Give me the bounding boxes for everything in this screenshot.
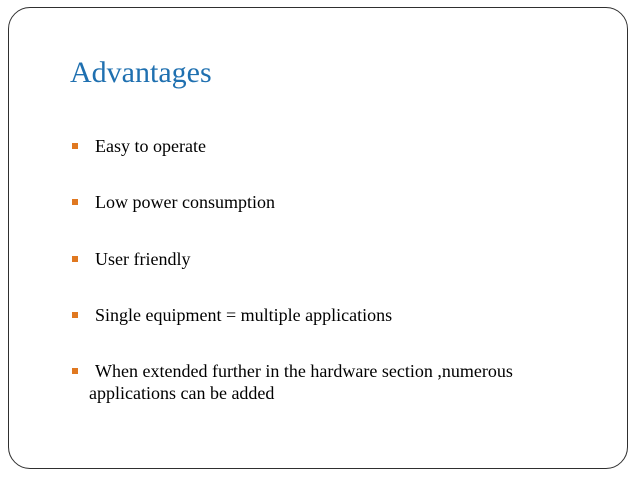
slide-title: Advantages	[70, 56, 212, 89]
bullet-item	[72, 360, 592, 404]
bullet-item	[72, 135, 612, 157]
bullet-text: When extended further in the hardware section ,numerous applications can be added	[89, 361, 513, 403]
square-bullet-icon	[72, 368, 78, 374]
square-bullet-icon	[72, 312, 78, 318]
square-bullet-icon	[72, 143, 78, 149]
bullet-text: User friendly	[95, 249, 191, 269]
bullet-text: Low power consumption	[95, 192, 275, 212]
square-bullet-icon	[72, 199, 78, 205]
bullet-item	[72, 248, 612, 270]
bullet-text: Single equipment = multiple applications	[95, 305, 393, 325]
square-bullet-icon	[72, 256, 78, 262]
bullet-item	[72, 191, 612, 213]
bullet-text: Easy to operate	[95, 136, 206, 156]
bullet-item	[72, 304, 612, 326]
